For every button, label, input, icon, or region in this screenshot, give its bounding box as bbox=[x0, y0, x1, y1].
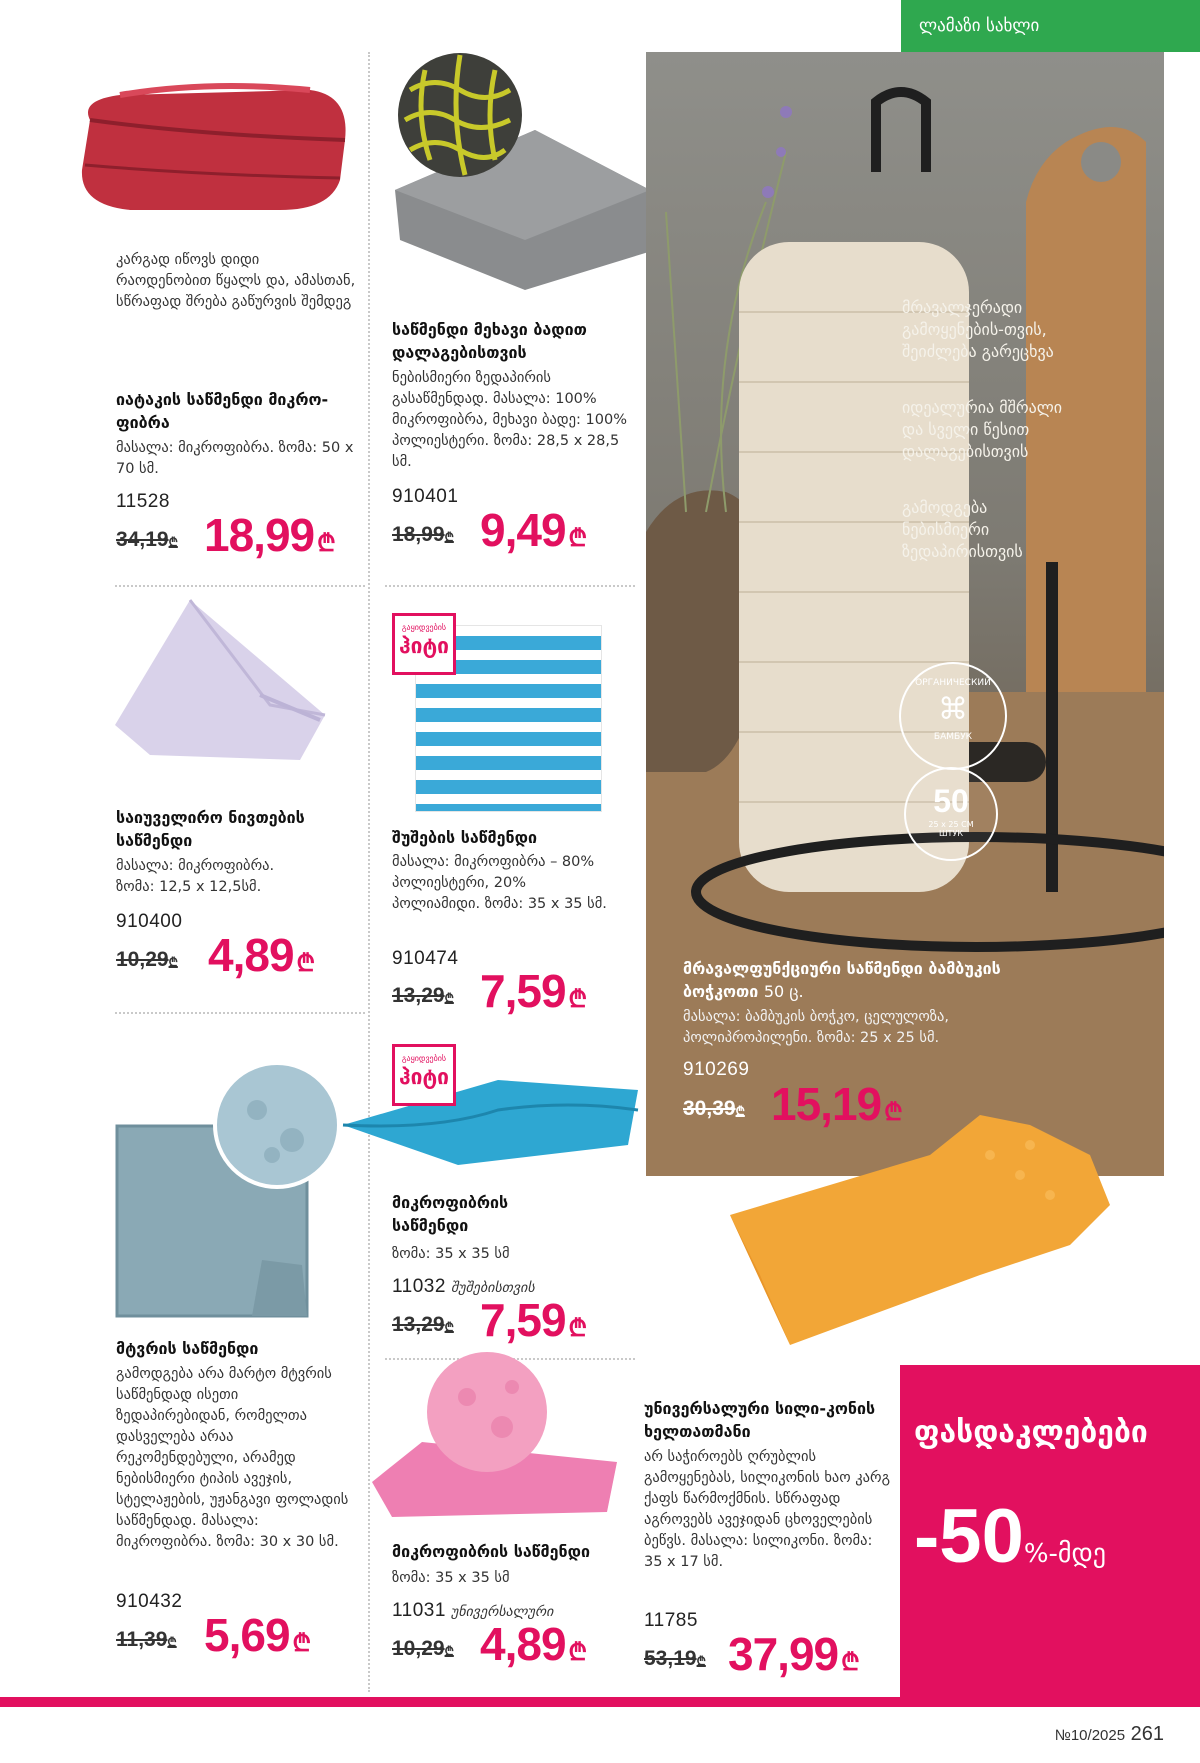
new-price: 18,99 ₾ bbox=[204, 509, 335, 561]
price-block bbox=[392, 503, 642, 563]
old-price: 34,19₾ bbox=[116, 528, 178, 551]
blue-microfiber-image bbox=[338, 1070, 648, 1170]
bestseller-sticker bbox=[392, 1044, 456, 1106]
row-divider bbox=[115, 585, 365, 587]
new-price: 7,59 ₾ bbox=[480, 965, 587, 1017]
product-code: 11031 bbox=[392, 1600, 446, 1621]
page-number: 261 bbox=[1130, 1723, 1164, 1745]
product-title: საიუველირო ნივთების საწმენდი bbox=[116, 808, 305, 850]
product-title: უნივერსალური სილი-კონის ხელთათმანი bbox=[644, 1399, 876, 1441]
old-price: 18,99₾ bbox=[392, 523, 454, 546]
red-towel-image bbox=[60, 60, 360, 220]
dust-cloth-image bbox=[112, 1060, 342, 1320]
organic-badge-bottom: БАМБУК bbox=[933, 732, 973, 742]
new-price: 4,89 ₾ bbox=[480, 1618, 587, 1670]
product-desc: გამოდგება არა მარტო მტვრის საწმენდად ისეთი ზედაპირებიდან, რომელთა დასველება არაა რეკომენდებული, არამედ ნებისმიერი ტიპის ავეჯის, სტელაჟების, უჟანგავი ფოლადის საწმენდად. მასალა: მიკროფიბრა. ზომა: 30 x 30 სმ. bbox=[116, 1366, 349, 1550]
count-number: 50 bbox=[933, 783, 969, 819]
price-block bbox=[644, 1627, 894, 1687]
discount-value: -50 bbox=[914, 1494, 1024, 1579]
product-code: 11785 bbox=[644, 1610, 698, 1631]
discount-amount bbox=[914, 1493, 1106, 1580]
new-price: 7,59 ₾ bbox=[480, 1294, 587, 1346]
section-tag bbox=[901, 0, 1200, 52]
sticker-line1: გაყიდვების bbox=[401, 623, 447, 632]
new-price: 9,49 ₾ bbox=[480, 504, 587, 556]
issue-number: №10/2025 bbox=[1054, 1727, 1126, 1744]
sticker-line2: ჰიტი bbox=[399, 634, 449, 658]
product-note: შუშებისთვის bbox=[451, 1280, 535, 1296]
product-title: მიკროფიბრის საწმენდი bbox=[392, 1193, 509, 1235]
product-title: მიკროფიბრის საწმენდი bbox=[392, 1542, 590, 1561]
sticker-line2: ჰიტი bbox=[399, 1065, 449, 1089]
product-title: მრავალფუნქციური საწმენდი ბამბუკის ბოჭკოთი 50 ც. bbox=[683, 959, 1001, 1001]
product-desc: მასალა: მიკროფიბრა – 80% პოლიესტერი, 20% პოლიამიდი. ზომა: 35 x 35 სმ. bbox=[392, 854, 607, 912]
old-price: 10,29₾ bbox=[392, 1637, 454, 1660]
bottom-accent-bar bbox=[0, 1697, 1200, 1707]
product-desc: მასალა: ბამბუკის ბოჭკო, ცელულოზა, პოლიპროპილენი. ზომა: 25 x 25 სმ. bbox=[683, 1009, 949, 1046]
discount-label: ფასდაკლებები bbox=[914, 1415, 1148, 1450]
product-title: მტვრის საწმენდი bbox=[116, 1339, 259, 1358]
price-block bbox=[116, 508, 366, 568]
new-price: 37,99 ₾ bbox=[728, 1628, 859, 1680]
product-code: 910474 bbox=[392, 948, 459, 969]
price-block bbox=[392, 1293, 642, 1353]
bestseller-sticker bbox=[392, 613, 456, 675]
old-price: 10,29₾ bbox=[116, 948, 178, 971]
feature-2: იდეალურია მშრალი და სველი წესით დალაგებისთვის bbox=[902, 398, 1063, 461]
bamboo-icon: ⌘ bbox=[938, 692, 968, 727]
count-size: 25 x 25 СМ bbox=[928, 820, 974, 829]
roll-product-block bbox=[683, 957, 1003, 1137]
product-code: 910269 bbox=[683, 1059, 750, 1080]
feature-3: გამოდგება ნებისმიერი ზედაპირისთვის bbox=[902, 498, 1023, 561]
price-block bbox=[116, 928, 366, 988]
sticker-line1: გაყიდვების bbox=[401, 1054, 447, 1063]
grey-mesh-cloth-image bbox=[385, 40, 655, 300]
product-note: უნივერსალური bbox=[451, 1604, 554, 1620]
count-unit: ШТУК bbox=[939, 829, 963, 838]
row-divider bbox=[115, 1012, 365, 1014]
bamboo-roll-photo bbox=[646, 52, 1164, 1176]
discount-suffix: %-მდე bbox=[1023, 1539, 1106, 1569]
lilac-cloth-image bbox=[110, 595, 340, 765]
product-desc: მასალა: მიკროფიბრა. ზომა: 50 x 70 სმ. bbox=[116, 440, 354, 477]
row-divider bbox=[385, 585, 635, 587]
pink-microfiber-image bbox=[362, 1352, 632, 1522]
organic-badge-top: ОРГАНИЧЕСКИЙ bbox=[915, 678, 991, 688]
product-intro: კარგად იწოვს დიდი რაოდენობით წყალს და, ამასთან, სწრაფად შრება გაწურვის შემდეგ bbox=[116, 252, 356, 310]
organic-bamboo-badge bbox=[899, 662, 1007, 770]
page-footer bbox=[1055, 1723, 1164, 1746]
product-code: 910432 bbox=[116, 1591, 183, 1612]
feature-1: მრავალჯერადი გამოყენების-თვის, შეიძლება გარეცხვა bbox=[902, 298, 1054, 361]
product-title: საწმენდი მეხავი ბადით დალაგებისთვის bbox=[392, 320, 587, 362]
price-block bbox=[392, 964, 642, 1024]
product-title: შუშების საწმენდი bbox=[392, 828, 537, 847]
section-tag-label: ლამაზი სახლი bbox=[919, 16, 1040, 36]
new-price: 15,19 ₾ bbox=[771, 1078, 902, 1130]
old-price: 53,19₾ bbox=[644, 1647, 706, 1670]
product-desc: მასალა: მიკროფიბრა. ზომა: 12,5 x 12,5სმ. bbox=[116, 858, 275, 895]
silicone-gloves-image bbox=[730, 1115, 1120, 1385]
product-code: 910401 bbox=[392, 486, 459, 507]
product-desc: ნებისმიერი ზედაპირის გასაწმენდად. მასალა: 100% მიკროფიბრა, მეხავი ბადე: 100% პოლიესტერი. ზომა: 28,5 x 28,5 სმ. bbox=[392, 370, 627, 470]
product-desc: არ საჭიროებს ღრუბლის გამოყენებას, სილიკონის ხაო კარგ ქაფს წარმოქმნის. სწრაფად აგროვებს ავეჯიდან ცხოველების ბეწვს. მასალა: სილიკონი. ზომა: 35 x 17 სმ. bbox=[644, 1449, 890, 1570]
price-block bbox=[116, 1608, 366, 1668]
product-desc: ზომა: 35 x 35 სმ bbox=[392, 1246, 510, 1262]
product-code: 11528 bbox=[116, 491, 170, 512]
discount-panel bbox=[900, 1365, 1200, 1697]
new-price: 5,69 ₾ bbox=[204, 1609, 311, 1661]
old-price: 13,29₾ bbox=[392, 984, 454, 1007]
old-price: 30,39₾ bbox=[683, 1097, 745, 1120]
old-price: 11,39₾ bbox=[116, 1628, 177, 1651]
product-code: 11032 bbox=[392, 1276, 446, 1297]
price-block bbox=[392, 1617, 642, 1677]
count-badge bbox=[904, 767, 998, 861]
product-code: 910400 bbox=[116, 911, 183, 932]
new-price: 4,89 ₾ bbox=[208, 929, 315, 981]
old-price: 13,29₾ bbox=[392, 1313, 454, 1336]
product-desc: ზომა: 35 x 35 სმ bbox=[392, 1570, 510, 1586]
product-title: იატაკის საწმენდი მიკრო-ფიბრა bbox=[116, 390, 329, 432]
